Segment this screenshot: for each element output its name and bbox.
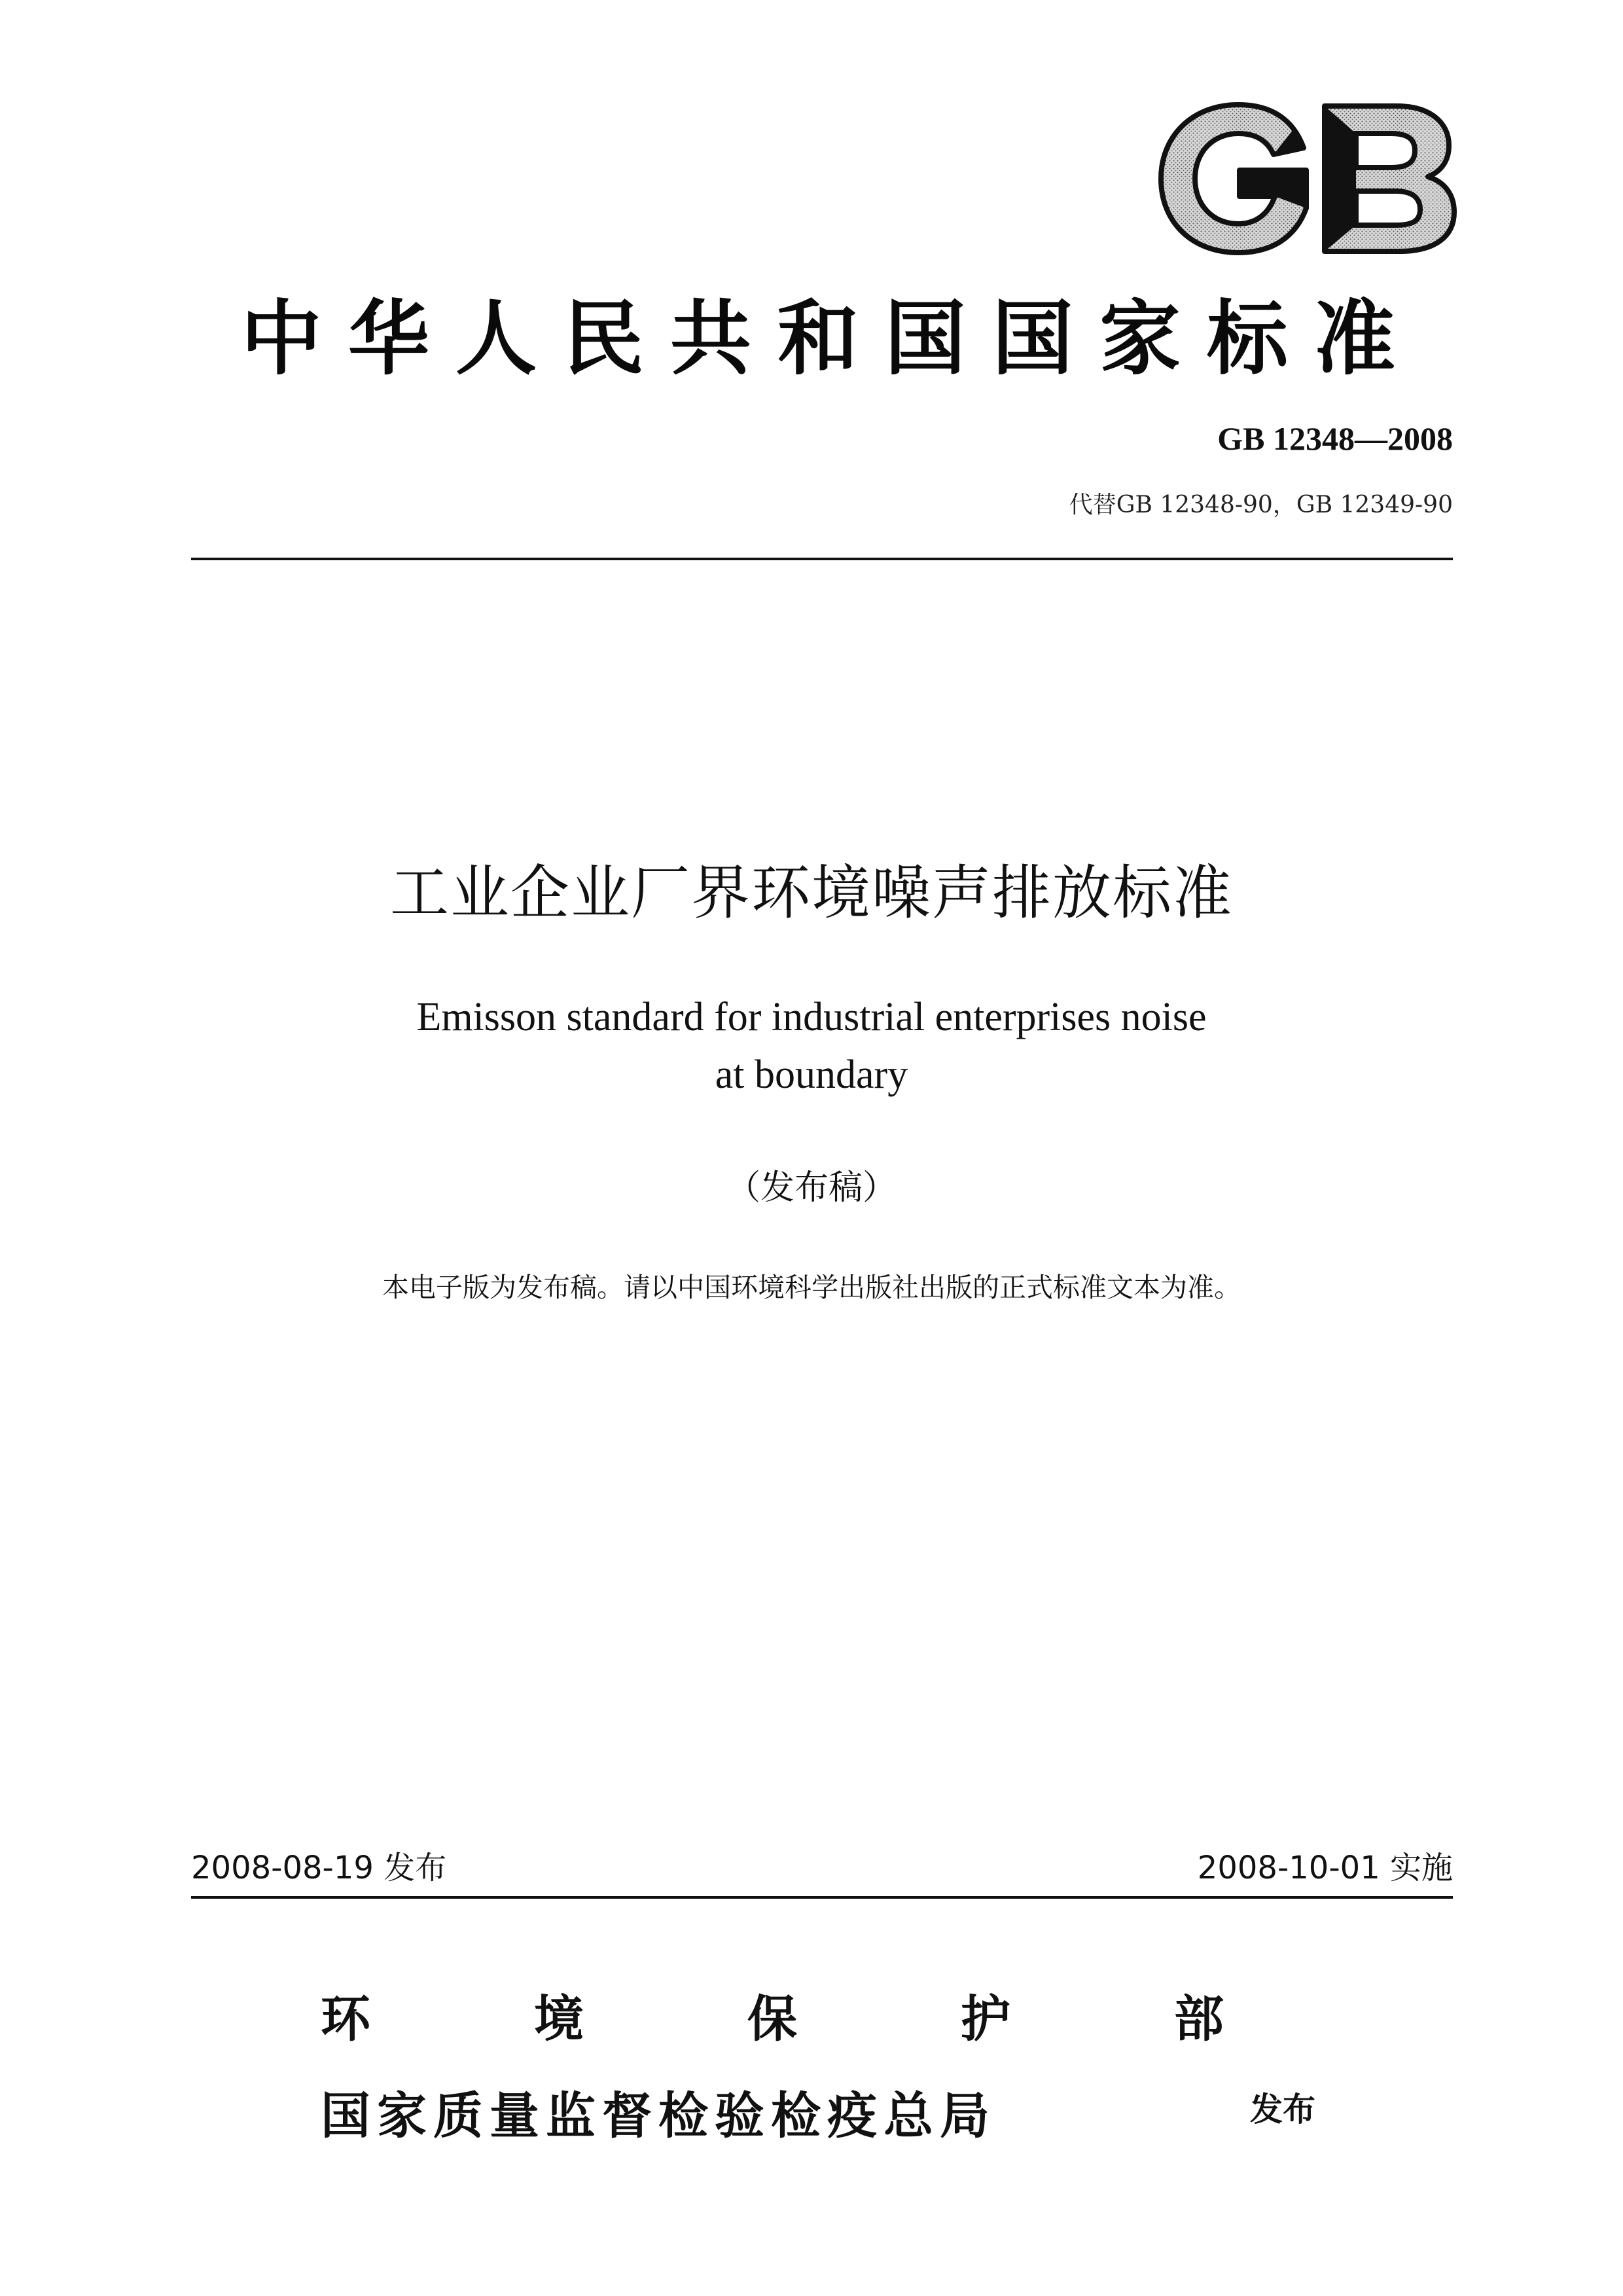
ministry-char: 护 [961,1990,1010,2048]
document-title-english [0,988,1623,1103]
bottom-divider [191,1896,1453,1899]
ministry-char: 部 [1174,1990,1224,2048]
ministry-char: 保 [747,1990,797,2048]
issue-date: 2008-08-19 发布 [191,1850,447,1886]
implementation-date: 2008-10-01 实施 [1197,1850,1453,1886]
gb-logo [1153,97,1461,260]
ministry-char: 环 [321,1990,370,2048]
ministry-char: 境 [534,1990,584,2048]
english-title-line-2: at boundary [715,1052,908,1097]
publish-word: 发布 [1250,2090,1315,2128]
replaces-note: 代替GB 12348-90，GB 12349-90 [1069,492,1453,518]
issuer-aqsiq: 国家质量监督检验检疫总局 [321,2087,996,2145]
draft-label: （发布稿） [726,1168,897,1208]
date-row [191,1847,1453,1889]
issuer-ministry [321,1983,1224,2055]
english-title-line-1: Emisson standard for industrial enterprises noise [416,995,1207,1039]
standard-number: GB 12348—2008 [1217,420,1453,457]
document-title-chinese: 工业企业厂界环境噪声排放标准 [390,859,1233,927]
country-standard-title: 中华人民共和国国家标准 [240,292,1421,386]
top-divider [191,558,1453,560]
edition-notice: 本电子版为发布稿。请以中国环境科学出版社出版的正式标准文本为准。 [382,1272,1241,1303]
